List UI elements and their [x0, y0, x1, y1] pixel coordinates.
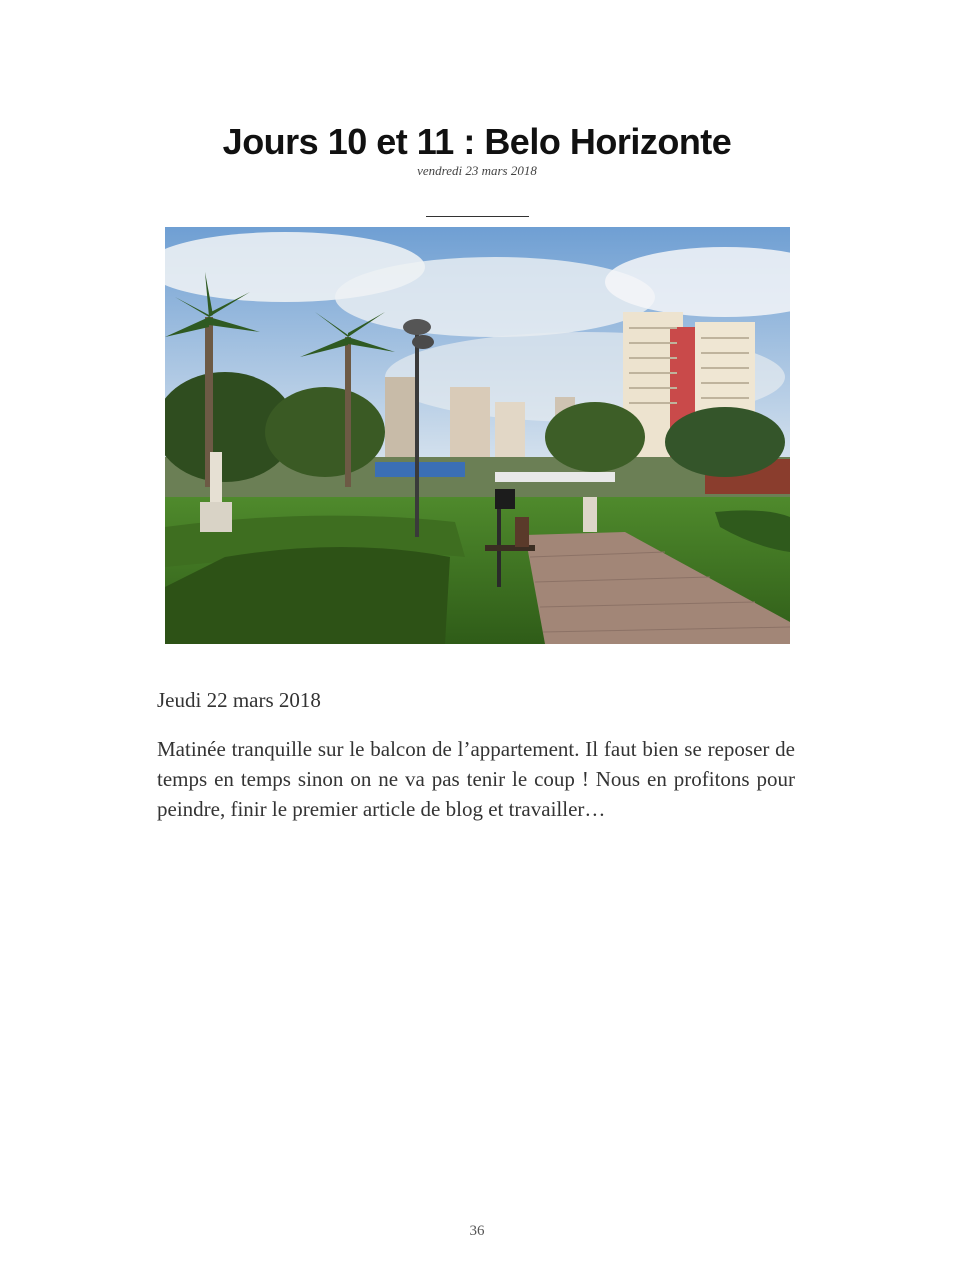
section-date-heading: Jeudi 22 mars 2018	[157, 688, 321, 712]
publish-date: vendredi 23 mars 2018	[417, 163, 537, 178]
page-title: Jours 10 et 11 : Belo Horizonte	[222, 121, 732, 162]
title-divider	[426, 216, 529, 217]
article-paragraph: Matinée tranquille sur le balcon de l’appartement. Il faut bien se reposer de temps en temps sinon on ne va pas tenir le coup ! Nous en profitons pour peindre, finir le premier article de blog et travailler…	[157, 737, 795, 821]
park-photo	[165, 227, 790, 644]
page-number: 36	[469, 1223, 485, 1239]
